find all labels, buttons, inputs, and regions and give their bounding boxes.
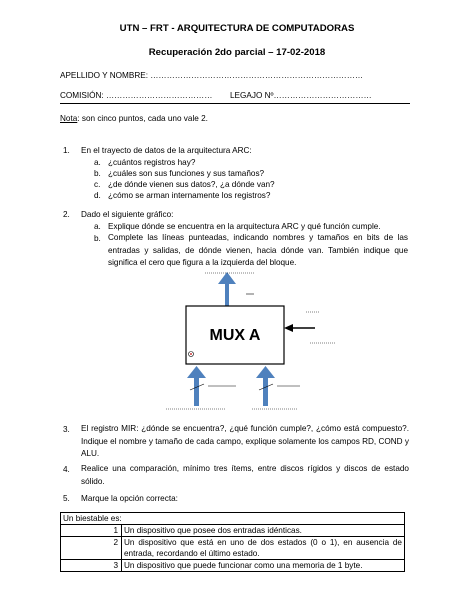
- q1-number: 1.: [63, 146, 70, 155]
- q2-number: 2.: [63, 210, 70, 219]
- q1-item-c: ¿de dónde vienen sus datos?, ¿a dónde van?: [108, 180, 275, 189]
- options-table-header-row: [61, 513, 405, 525]
- q2-letter-b: b.: [94, 234, 101, 243]
- control-arrow: [284, 324, 315, 332]
- apellido-field: APELLIDO Y NOMBRE: ……………………………………………………………………: [60, 71, 364, 80]
- q4-number: 4.: [63, 465, 70, 474]
- q1-item-a: ¿cuántos registros hay?: [108, 158, 196, 167]
- option-text: Un dispositivo que puede funcionar como una memoria de 1 byte.: [122, 560, 405, 572]
- q2-text: Dado el siguiente gráfico:: [81, 210, 174, 219]
- q1-letter-b: b.: [94, 169, 101, 178]
- output-arrow: [218, 272, 236, 306]
- header-divider: [60, 103, 410, 104]
- option-number: 2: [61, 537, 122, 560]
- note-text: : son cinco puntos, cada uno vale 2.: [77, 114, 208, 123]
- q3-text: El registro MIR: ¿dónde se encuentra?, ¿qué función cumple?, ¿cómo está compuesto?. Indique el nombre y tamaño de cada campo, explique solamente los campos RD, COND y ALU.: [81, 424, 409, 458]
- q1-letter-a: a.: [94, 158, 101, 167]
- option-number: 3: [61, 560, 122, 572]
- q3-number: 3.: [63, 425, 70, 434]
- option-text: Un dispositivo que posee dos entradas idénticas.: [122, 525, 405, 537]
- q2-item-b: Complete las líneas punteadas, indicando nombres y tamaños en bits de las entradas y salidas, de dónde vienen, hacia dónde van. También indique que significa el cero que figura a la izquierda del bloque.: [108, 233, 408, 267]
- q2-item-a: Explique dónde se encuentra en la arquitectura ARC y qué función cumple.: [108, 222, 381, 231]
- q1-letter-d: d.: [94, 191, 101, 200]
- note-label: Nota: [60, 114, 78, 123]
- input-arrow-right: [256, 366, 275, 406]
- q1-text: En el trayecto de datos de la arquitectura ARC:: [81, 146, 252, 155]
- q1-item-d: ¿cómo se arman internamente los registros?: [108, 191, 271, 200]
- exam-subtitle: Recuperación 2do parcial – 17-02-2018: [148, 47, 326, 58]
- mux-a-label: MUX A: [209, 327, 261, 344]
- table-row[interactable]: [61, 537, 405, 560]
- q1-letter-c: c.: [94, 180, 101, 189]
- q2-letter-a: a.: [94, 222, 101, 231]
- legajo-field: LEGAJO Nº………………………………: [230, 91, 372, 100]
- q1-item-b: ¿cuáles son sus funciones y sus tamaños?: [108, 169, 265, 178]
- option-text: Un dispositivo que está en uno de dos estados (0 o 1), en ausencia de entrada, recordando el último estado.: [122, 537, 405, 560]
- options-table-header: Un biestable es:: [61, 513, 405, 525]
- input-arrow-left: [187, 366, 206, 406]
- mux-a-diagram: [150, 268, 350, 413]
- table-row[interactable]: [61, 525, 405, 537]
- q4-text: Realice una comparación, mínimo tres ítems, entre discos rígidos y discos de estado sólido.: [81, 464, 409, 486]
- q5-text: Marque la opción correcta:: [81, 494, 178, 503]
- zero-marker-dot: [190, 353, 192, 355]
- comision-field: COMISIÓN: …………………………………: [60, 91, 213, 100]
- table-row[interactable]: [61, 560, 405, 572]
- option-number: 1: [61, 525, 122, 537]
- q5-number: 5.: [63, 494, 70, 503]
- note: [60, 114, 208, 123]
- options-table: [60, 512, 405, 572]
- exam-title: UTN – FRT - ARQUITECTURA DE COMPUTADORAS: [119, 23, 355, 34]
